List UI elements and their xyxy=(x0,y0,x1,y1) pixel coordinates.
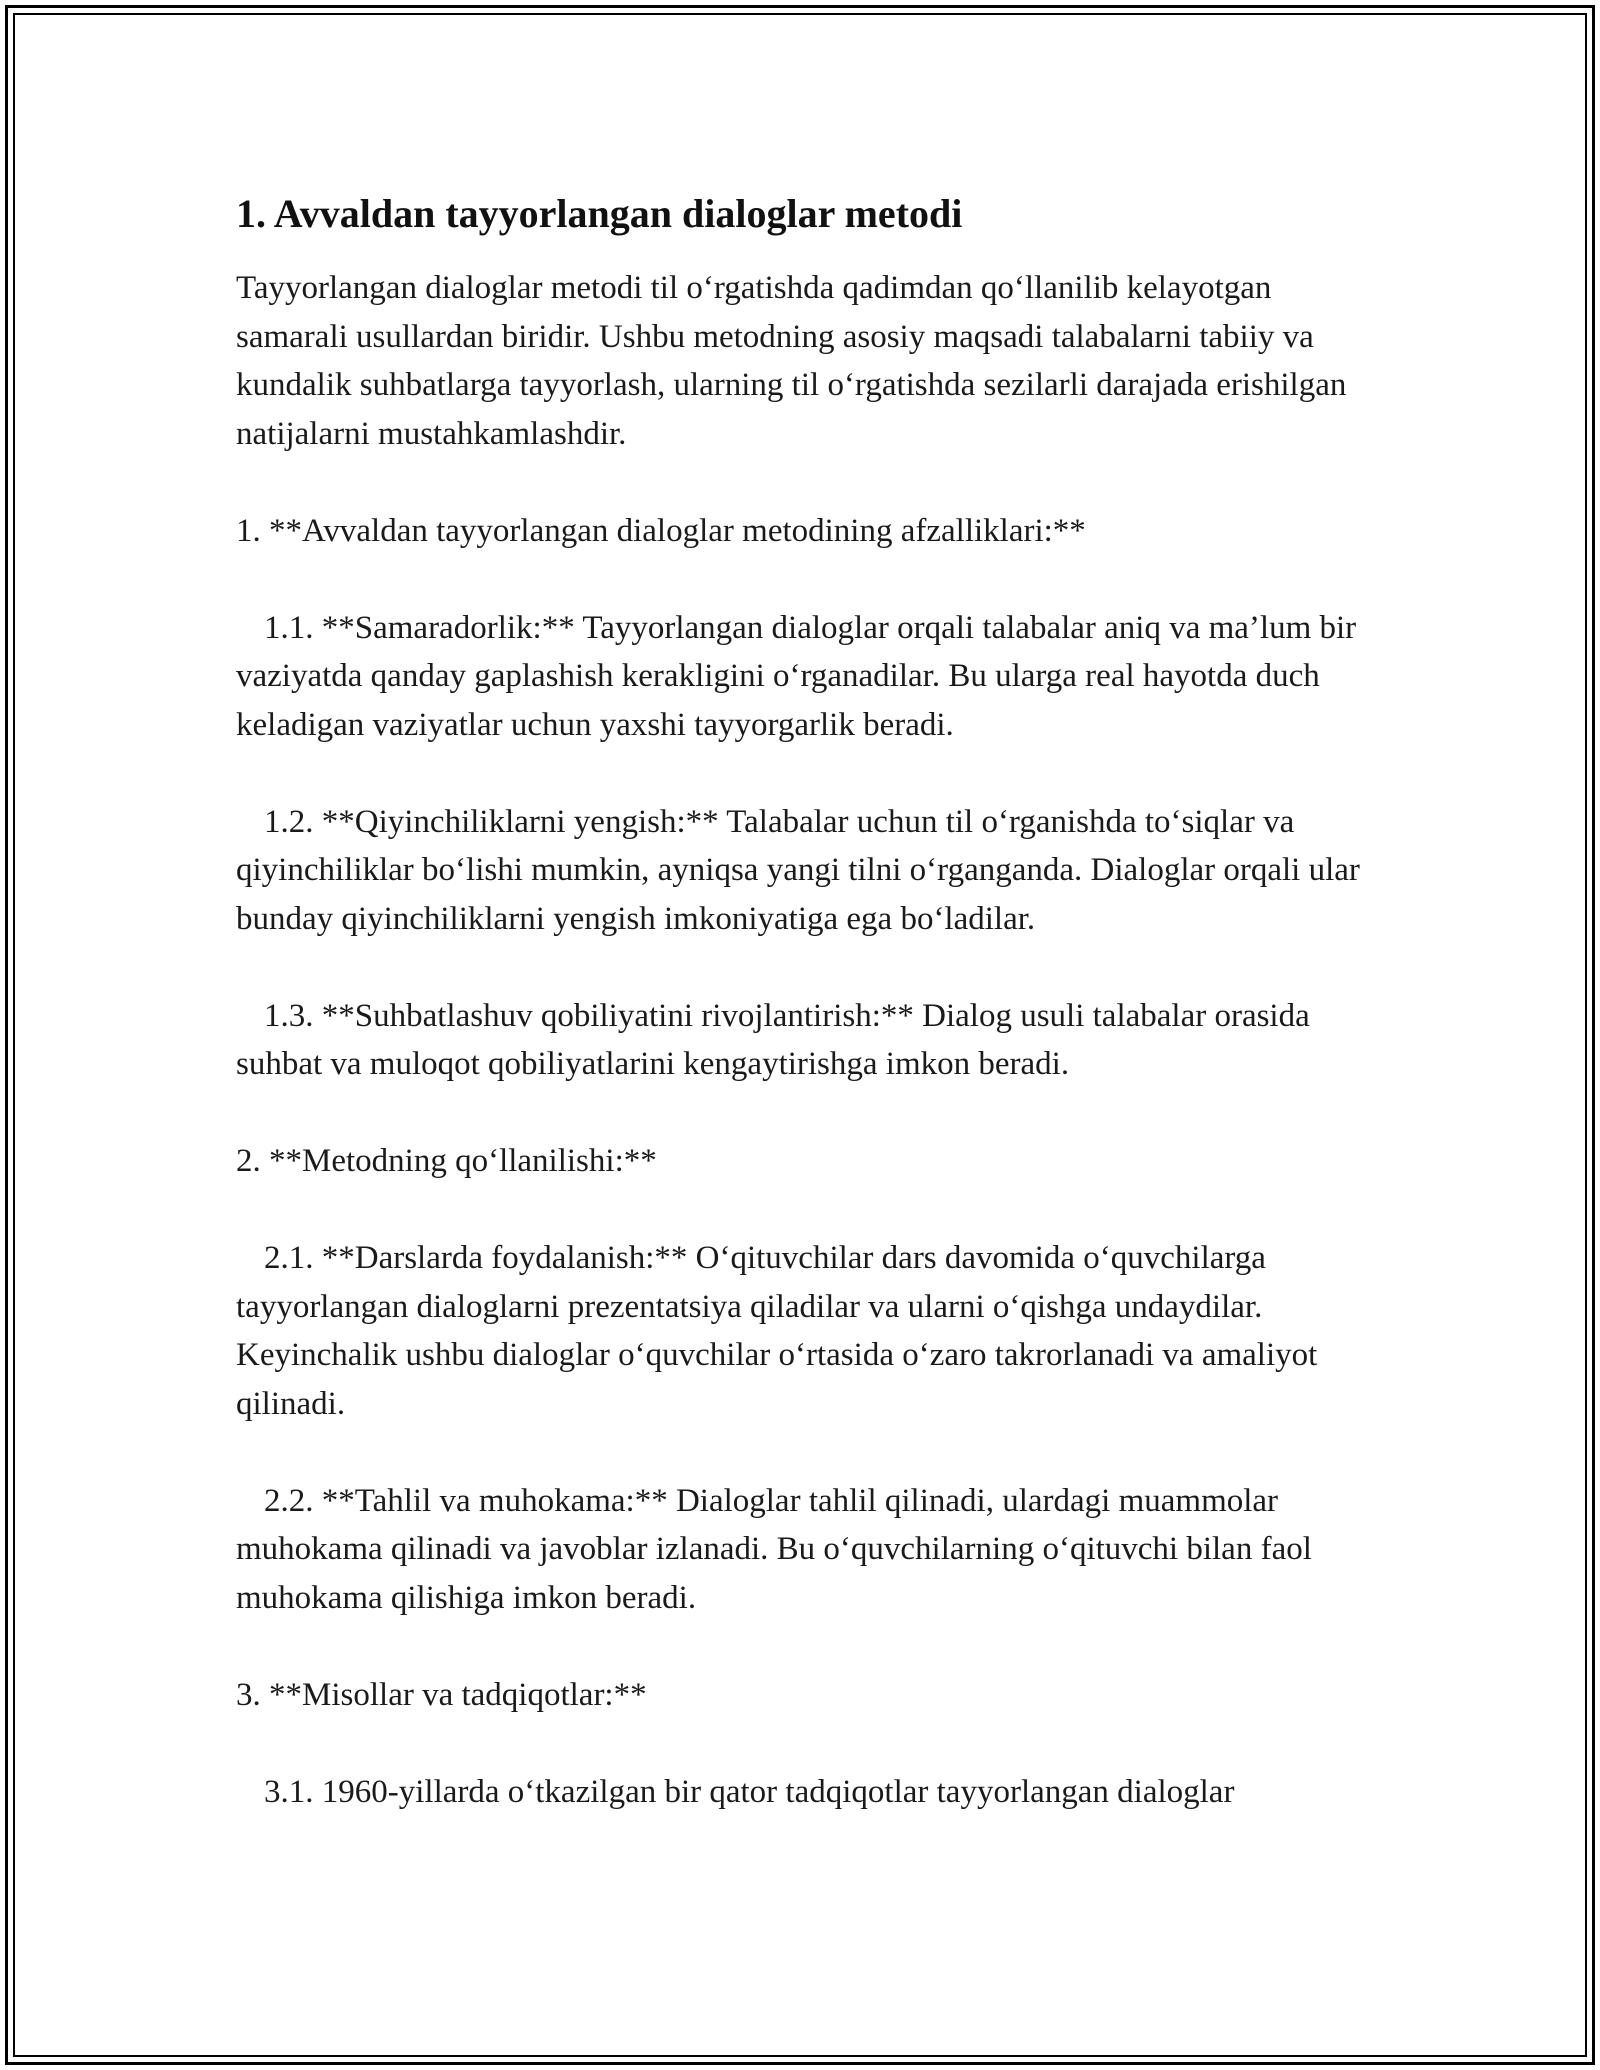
list-item-2: 2. **Metodning qo‘llanilishi:** xyxy=(236,1143,657,1179)
section-heading: 1. Avvaldan tayyorlangan dialoglar metodi xyxy=(236,191,963,236)
list-item-1-3: 1.3. **Suhbatlashuv qobiliyatini rivojlantirish:** Dialog usuli talabalar orasida suhbat va muloqot qobiliyatlarini kengaytirishga imkon beradi. xyxy=(236,997,1310,1082)
list-item-3-1: 3.1. 1960-yillarda o‘tkazilgan bir qator tadqiqotlar tayyorlangan dialoglar xyxy=(264,1773,1235,1810)
list-item-2-2: 2.2. **Tahlil va muhokama:** Dialoglar tahlil qilinadi, ulardagi muammolar muhokama qilinadi va javoblar izlanadi. Bu o‘quvchilarning o‘qituvchi bilan faol muhokama qilishiga imkon beradi. xyxy=(236,1482,1312,1616)
list-item-1: 1. **Avvaldan tayyorlangan dialoglar metodining afzalliklari:** xyxy=(236,512,1086,549)
list-item-1-1: 1.1. **Samaradorlik:** Tayyorlangan dialoglar orqali talabalar aniq va ma’lum bir vaziyatda qanday gaplashish kerakligini o‘rganadilar. Bu ularga real hayotda duch keladigan vaziyatlar uchun yaxshi tayyorgarlik beradi. xyxy=(236,609,1357,743)
document-body xyxy=(236,186,1376,1816)
list-item-2-1: 2.1. **Darslarda foydalanish:** O‘qituvchilar dars davomida o‘quvchilarga tayyorlangan dialoglarni prezentatsiya qiladilar va ularni o‘qishga undaydilar. Keyinchalik ushbu dialoglar o‘quvchilar o‘rtasida o‘zaro takrorlanadi va amaliyot qilinadi. xyxy=(236,1240,1318,1422)
list-item-1-2: 1.2. **Qiyinchiliklarni yengish:** Talabalar uchun til o‘rganishda to‘siqlar va qiyinchiliklar bo‘lishi mumkin, ayniqsa yangi tilni o‘rganganda. Dialoglar orqali ular bunday qiyinchiliklarni yengish imkoniyatiga ega bo‘ladilar. xyxy=(236,803,1360,937)
intro-paragraph: Tayyorlangan dialoglar metodi til o‘rgatishda qadimdan qo‘llanilib kelayotgan samarali usullardan biridir. Ushbu metodning asosiy maqsadi talabalarni tabiiy va kundalik suhbatlarga tayyorlash, ularning til o‘rgatishda sezilarli darajada erishilgan natijalarni mustahkamlashdir. xyxy=(236,270,1347,452)
list-item-3: 3. **Misollar va tadqiqotlar:** xyxy=(236,1676,647,1713)
